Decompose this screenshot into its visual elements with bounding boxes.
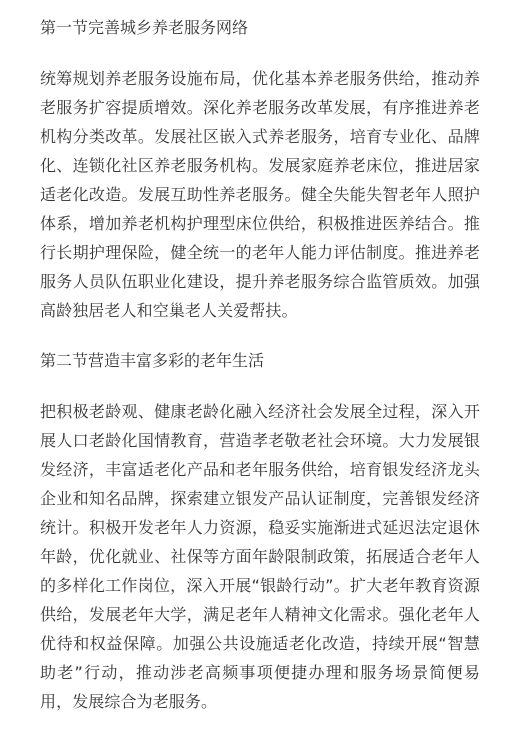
section-paragraph-1: 统筹规划养老服务设施布局，优化基本养老服务供给，推动养老服务扩容提质增效。深化养老服务改革发展，有序推进养老机构分类改革。发展社区嵌入式养老服务，培育专业化、品牌化、连锁化社区养老服务机构。发展家庭养老床位，推进居家适老化改造。发展互助性养老服务。健全失能失智老年人照护体系，增加养老机构护理型床位供给，积极推进医养结合。推行长期护理保险，健全统一的老年人能力评估制度。推进养老服务人员队伍职业化建设，提升养老服务综合监管质效。加强高龄独居老人和空巢老人关爱帮扶。: [40, 69, 480, 320]
section-title-1: 第一节完善城乡养老服务网络: [40, 18, 249, 37]
section-paragraph-2: 把积极老龄观、健康老龄化融入经济社会发展全过程，深入开展人口老龄化国情教育，营造孝老敬老社会环境。大力发展银发经济，丰富适老化产品和老年服务供给，培育银发经济龙头企业和知名品牌，探索建立银发产品认证制度，完善银发经济统计。积极开发老年人力资源，稳妥实施渐进式延迟法定退休年龄，优化就业、社保等方面年龄限制政策，拓展适合老年人的多样化工作岗位，深入开展“银龄行动”。扩大老年教育资源供给，发展老年大学，满足老年人精神文化需求。强化老年人优待和权益保障。加强公共设施适老化改造，持续开展“智慧助老”行动，推动涉老高频事项便捷办理和服务场景简便易用，发展综合为老服务。: [40, 402, 480, 711]
section-title-2: 第二节营造丰富多彩的老年生活: [40, 351, 265, 370]
